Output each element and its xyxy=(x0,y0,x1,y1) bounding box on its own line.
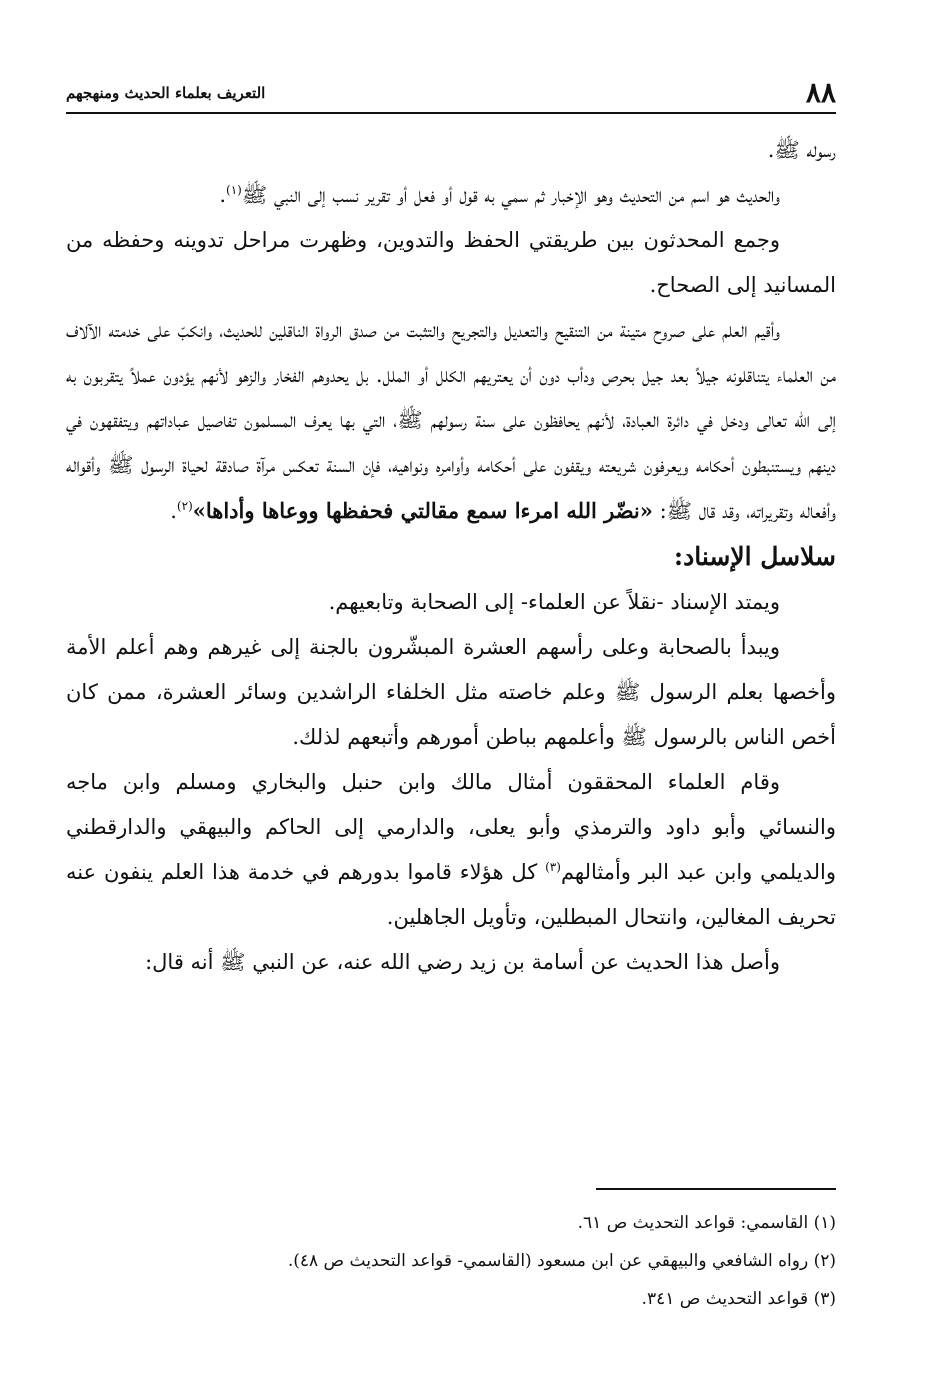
paragraph-tail: . xyxy=(170,499,177,523)
paragraph-tail: كل هؤلاء قاموا بدورهم في خدمة هذا العلم ينفون عنه تحريف المغالين، وانتحال المبطلين، وتأويل الجاهلين. xyxy=(66,860,836,929)
paragraph xyxy=(66,940,836,985)
footnote: (٣) قواعد التحديث ص ٣٤١. xyxy=(641,1289,836,1309)
paragraph-text: رسوله ﷺ. xyxy=(767,138,836,162)
footnotes xyxy=(66,1204,836,1318)
paragraph-text: وأصل هذا الحديث عن أسامة بن زيد رضي الله عنه، عن النبي ﷺ أنه قال: xyxy=(145,950,780,974)
footnote-rule xyxy=(596,1188,836,1190)
footnote: (١) القاسمي: قواعد التحديث ص ٦١. xyxy=(577,1213,836,1233)
footnote: (٢) رواه الشافعي والبيهقي عن ابن مسعود (القاسمي- قواعد التحديث ص ٤٨). xyxy=(287,1251,836,1271)
paragraph-text: وجمع المحدثون بين طريقتي الحفظ والتدوين، وظهرت مراحل تدوينه وحفظه من المسانيد إلى الصحاح. xyxy=(66,228,836,297)
header-rule xyxy=(66,112,836,114)
paragraph xyxy=(66,308,836,534)
paragraph-text: ويبدأ بالصحابة وعلى رأسهم العشرة المبشّرون بالجنة إلى غيرهم وهم أعلم الأمة وأخصها بعلم الرسول ﷺ وعلم خاصته مثل الخلفاء الراشدين وسائر العشرة، ممن كان أخص الناس بالرسول ﷺ وأعلمهم بباطن أمورهم وأتبعهم لذلك. xyxy=(66,635,836,749)
hadith-quote: «نضّر الله امرءا سمع مقالتي فحفظها ووعاها وأداها» xyxy=(192,498,653,523)
running-title: التعريف بعلماء الحديث ومنهجهم xyxy=(66,84,266,102)
footnote-marker: (٢) xyxy=(176,499,193,513)
paragraph xyxy=(66,625,836,760)
paragraph xyxy=(66,218,836,308)
footnote-marker: (٣) xyxy=(545,860,561,874)
paragraph xyxy=(66,173,836,218)
paragraph-tail: . xyxy=(219,183,226,207)
footnote-marker: (١) xyxy=(226,183,242,197)
paragraph xyxy=(66,128,836,173)
page-header xyxy=(66,78,836,112)
paragraph-text: ويمتد الإسناد -نقلاً عن العلماء- إلى الصحابة وتابعيهم. xyxy=(328,590,780,614)
paragraph-text: وقام العلماء المحققون أمثال مالك وابن حنبل والبخاري ومسلم وابن ماجه والنسائي وأبو داود والترمذي وأبو يعلى، والدارمي إلى الحاكم والبيهقي والدارقطني والديلمي وابن عبد البر وأمثالهم xyxy=(66,770,836,884)
paragraph-text: وأقيم العلم على صروح متينة من التنقيح والتعديل والتجريح والتثبت من صدق الرواة الناقلين للحديث، وانكبّ على خدمته الآلاف من العلماء يتناقلونه جيلاً بعد جيل بحرص ودأب دون أن يعتريهم الكلل أو الملل. بل يحدوهم الفخار والزهو لأنهم يؤدون عملاً يتقربون به إلى الله تعالى ودخل في دائرة العبادة، لأنهم يحافظون على سنة رسولهم ﷺ، التي بها يعرف المسلمون تفاصيل عباداتهم ويتفقهون في دينهم ويستنبطون أحكامه ويعرفون شريعته ويقفون على أحكامه وأوامره ونواهيه، فإن السنة تعكس مرآة صادقة لحياة الرسول ﷺ وأقواله وأفعاله وتقريراته، وقد قال ﷺ: xyxy=(66,318,836,523)
section-heading: سلاسل الإسناد: xyxy=(673,542,836,571)
paragraph-text: والحديث هو اسم من التحديث وهو الإخبار ثم سمي به قول أو فعل أو تقرير نسب إلى النبي ﷺ xyxy=(241,183,780,207)
page-number: ٨٨ xyxy=(805,76,836,109)
paragraph xyxy=(66,580,836,625)
paragraph xyxy=(66,760,836,940)
main-text xyxy=(66,128,836,985)
